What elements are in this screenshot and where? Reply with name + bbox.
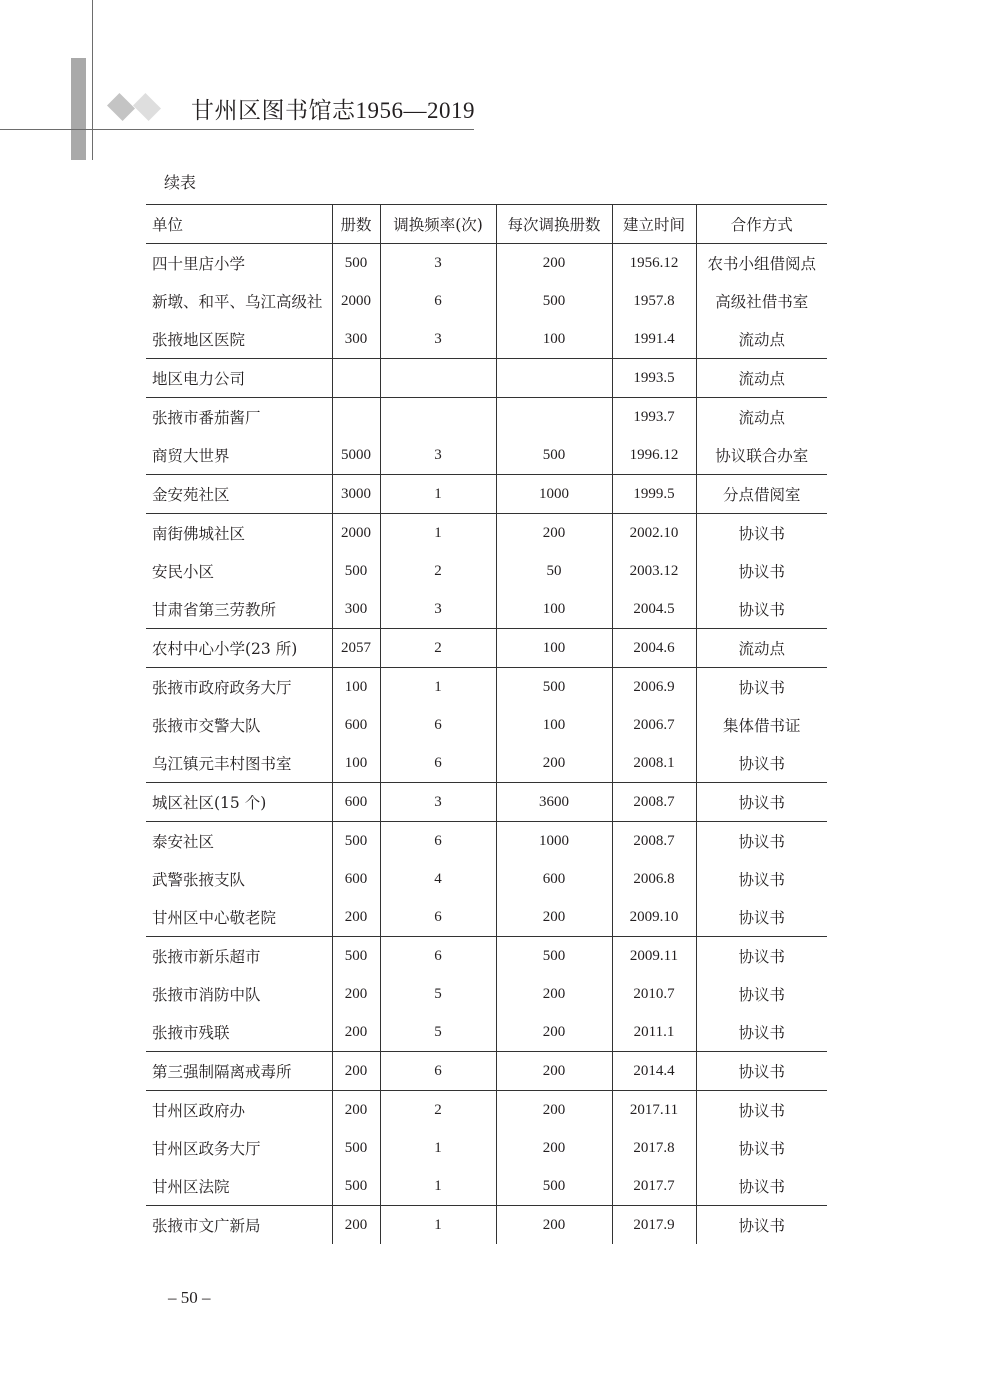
cell-unit: 地区电力公司 xyxy=(152,370,246,388)
cell-per-exchange: 200 xyxy=(496,1091,612,1130)
cell-per-exchange: 100 xyxy=(496,706,612,744)
cell-unit: 张掖市番茄酱厂 xyxy=(152,409,261,427)
cell-date: 2002.10 xyxy=(612,514,696,553)
cell-frequency: 6 xyxy=(380,282,496,320)
cell-mode: 高级社借书室 xyxy=(696,282,827,320)
cell-mode: 协议书 xyxy=(696,744,827,783)
cell-unit: 张掖市残联 xyxy=(152,1024,230,1042)
book-title-cn: 甘州区图书馆志 xyxy=(191,98,356,124)
cell-per-exchange: 200 xyxy=(496,1129,612,1167)
cell-count: 2000 xyxy=(332,514,380,553)
cell-unit: 四十里店小学 xyxy=(152,255,246,273)
cell-unit: 城区社区(15 个) xyxy=(152,794,267,812)
table-row xyxy=(146,1167,827,1206)
cell-mode: 协议书 xyxy=(696,898,827,937)
cell-unit: 张掖市消防中队 xyxy=(152,986,261,1004)
cell-mode: 协议书 xyxy=(696,514,827,553)
cell-frequency: 6 xyxy=(380,898,496,937)
cell-per-exchange: 200 xyxy=(496,244,612,283)
cell-mode: 协议书 xyxy=(696,1052,827,1091)
table-row xyxy=(146,629,827,668)
table-row xyxy=(146,706,827,744)
cell-mode: 流动点 xyxy=(696,629,827,668)
cell-count: 2000 xyxy=(332,282,380,320)
table-header-row xyxy=(146,205,827,244)
cell-per-exchange: 50 xyxy=(496,552,612,590)
cell-per-exchange: 200 xyxy=(496,1052,612,1091)
column-header-date: 建立时间 xyxy=(612,205,696,244)
cell-frequency: 4 xyxy=(380,860,496,898)
cell-date: 2009.10 xyxy=(612,898,696,937)
cell-date: 2003.12 xyxy=(612,552,696,590)
cell-date: 2006.7 xyxy=(612,706,696,744)
cell-per-exchange: 500 xyxy=(496,282,612,320)
cell-unit: 武警张掖支队 xyxy=(152,871,246,889)
table-row xyxy=(146,937,827,976)
table-row xyxy=(146,1091,827,1130)
cell-mode: 协议书 xyxy=(696,937,827,976)
table-row xyxy=(146,1206,827,1245)
cell-mode: 协议书 xyxy=(696,1206,827,1245)
cell-per-exchange: 100 xyxy=(496,629,612,668)
cell-date: 1993.7 xyxy=(612,398,696,437)
cell-mode: 流动点 xyxy=(696,320,827,359)
cell-mode: 协议书 xyxy=(696,975,827,1013)
cell-unit: 张掖市新乐超市 xyxy=(152,948,261,966)
cell-date: 2004.6 xyxy=(612,629,696,668)
cell-unit: 第三强制隔离戒毒所 xyxy=(152,1063,292,1081)
cell-count: 200 xyxy=(332,1206,380,1245)
cell-per-exchange: 200 xyxy=(496,514,612,553)
page-number: – 50 – xyxy=(168,1288,211,1307)
header-vertical-rule xyxy=(92,0,93,160)
table-row xyxy=(146,436,827,475)
cell-frequency: 1 xyxy=(380,1206,496,1245)
cell-count xyxy=(332,359,380,398)
cell-date: 1993.5 xyxy=(612,359,696,398)
cell-unit: 商贸大世界 xyxy=(152,447,230,465)
column-header-per-exchange: 每次调换册数 xyxy=(496,205,612,244)
cell-unit: 甘州区法院 xyxy=(152,1178,230,1196)
cell-per-exchange: 3600 xyxy=(496,783,612,822)
cell-unit: 张掖市政府政务大厅 xyxy=(152,679,292,697)
cell-date: 2017.8 xyxy=(612,1129,696,1167)
cell-count: 300 xyxy=(332,320,380,359)
column-header-mode: 合作方式 xyxy=(696,205,827,244)
cell-mode: 流动点 xyxy=(696,359,827,398)
cell-count: 600 xyxy=(332,783,380,822)
cell-mode: 流动点 xyxy=(696,398,827,437)
cell-count: 500 xyxy=(332,937,380,976)
cell-date: 2006.9 xyxy=(612,668,696,707)
cell-per-exchange: 100 xyxy=(496,320,612,359)
cell-unit: 张掖市文广新局 xyxy=(152,1217,261,1235)
cell-mode: 协议联合办室 xyxy=(696,436,827,475)
cell-date: 1999.5 xyxy=(612,475,696,514)
cell-mode: 协议书 xyxy=(696,1091,827,1130)
cell-date: 2008.7 xyxy=(612,822,696,861)
cell-per-exchange: 200 xyxy=(496,1013,612,1052)
header-gray-bar xyxy=(71,58,86,160)
cell-unit: 南街佛城社区 xyxy=(152,525,246,543)
cell-date: 2011.1 xyxy=(612,1013,696,1052)
cell-mode: 协议书 xyxy=(696,1129,827,1167)
cell-frequency: 3 xyxy=(380,244,496,283)
cell-unit: 乌江镇元丰村图书室 xyxy=(152,755,292,773)
cell-frequency: 2 xyxy=(380,1091,496,1130)
cell-count: 3000 xyxy=(332,475,380,514)
cell-frequency: 1 xyxy=(380,475,496,514)
diamond-ornament-icon xyxy=(107,93,135,121)
cell-date: 2009.11 xyxy=(612,937,696,976)
table-row xyxy=(146,898,827,937)
cell-count: 500 xyxy=(332,1129,380,1167)
table-row xyxy=(146,282,827,320)
table-row xyxy=(146,1013,827,1052)
cell-frequency: 3 xyxy=(380,590,496,629)
table-row xyxy=(146,860,827,898)
cell-count: 200 xyxy=(332,1052,380,1091)
cell-count: 200 xyxy=(332,1091,380,1130)
cell-count: 200 xyxy=(332,898,380,937)
continued-table-label: 续表 xyxy=(164,173,197,192)
table-row xyxy=(146,320,827,359)
cell-per-exchange: 500 xyxy=(496,436,612,475)
table-row xyxy=(146,514,827,553)
cell-unit: 泰安社区 xyxy=(152,833,215,851)
cell-frequency: 1 xyxy=(380,1129,496,1167)
cell-mode: 协议书 xyxy=(696,1013,827,1052)
cell-mode: 协议书 xyxy=(696,668,827,707)
cell-unit: 甘州区中心敬老院 xyxy=(152,909,277,927)
cell-mode: 协议书 xyxy=(696,1167,827,1206)
book-title-years: 1956—2019 xyxy=(355,98,475,123)
cell-frequency: 3 xyxy=(380,783,496,822)
table-row xyxy=(146,359,827,398)
cell-mode: 协议书 xyxy=(696,590,827,629)
cell-date: 1996.12 xyxy=(612,436,696,475)
cell-unit: 甘肃省第三劳教所 xyxy=(152,601,277,619)
cell-count: 2057 xyxy=(332,629,380,668)
library-partners-table xyxy=(146,204,827,1244)
diamond-ornament-icon xyxy=(133,93,161,121)
cell-frequency xyxy=(380,359,496,398)
cell-date: 1956.12 xyxy=(612,244,696,283)
cell-per-exchange: 200 xyxy=(496,898,612,937)
cell-count: 500 xyxy=(332,552,380,590)
cell-count: 600 xyxy=(332,860,380,898)
cell-per-exchange: 100 xyxy=(496,590,612,629)
cell-frequency: 1 xyxy=(380,668,496,707)
cell-frequency: 2 xyxy=(380,629,496,668)
table-row xyxy=(146,783,827,822)
table-row xyxy=(146,1129,827,1167)
cell-count: 500 xyxy=(332,1167,380,1206)
cell-per-exchange xyxy=(496,398,612,437)
table-row xyxy=(146,1052,827,1091)
cell-count: 300 xyxy=(332,590,380,629)
cell-date: 2008.7 xyxy=(612,783,696,822)
cell-count: 200 xyxy=(332,975,380,1013)
cell-date: 2017.11 xyxy=(612,1091,696,1130)
table-row xyxy=(146,244,827,283)
header-horizontal-rule xyxy=(0,129,474,130)
cell-per-exchange: 1000 xyxy=(496,822,612,861)
cell-unit: 张掖地区医院 xyxy=(152,331,246,349)
cell-date: 2010.7 xyxy=(612,975,696,1013)
cell-mode: 协议书 xyxy=(696,552,827,590)
table-row xyxy=(146,744,827,783)
cell-count: 600 xyxy=(332,706,380,744)
cell-mode: 协议书 xyxy=(696,860,827,898)
cell-count: 500 xyxy=(332,244,380,283)
cell-frequency: 3 xyxy=(380,436,496,475)
cell-per-exchange: 500 xyxy=(496,1167,612,1206)
table-row xyxy=(146,590,827,629)
cell-date: 2017.9 xyxy=(612,1206,696,1245)
cell-count: 200 xyxy=(332,1013,380,1052)
cell-date: 2017.7 xyxy=(612,1167,696,1206)
cell-mode: 协议书 xyxy=(696,822,827,861)
cell-frequency xyxy=(380,398,496,437)
cell-unit: 新墩、和平、乌江高级社 xyxy=(152,293,323,311)
cell-date: 2014.4 xyxy=(612,1052,696,1091)
cell-per-exchange: 500 xyxy=(496,937,612,976)
cell-per-exchange xyxy=(496,359,612,398)
cell-frequency: 2 xyxy=(380,552,496,590)
cell-count: 100 xyxy=(332,744,380,783)
cell-per-exchange: 200 xyxy=(496,744,612,783)
cell-count: 100 xyxy=(332,668,380,707)
cell-frequency: 5 xyxy=(380,1013,496,1052)
table-row xyxy=(146,552,827,590)
cell-date: 1957.8 xyxy=(612,282,696,320)
table-row xyxy=(146,822,827,861)
cell-date: 2006.8 xyxy=(612,860,696,898)
cell-count: 5000 xyxy=(332,436,380,475)
cell-unit: 安民小区 xyxy=(152,563,215,581)
cell-count xyxy=(332,398,380,437)
cell-frequency: 6 xyxy=(380,706,496,744)
cell-frequency: 3 xyxy=(380,320,496,359)
cell-unit: 农村中心小学(23 所) xyxy=(152,640,298,658)
table-row xyxy=(146,398,827,437)
cell-unit: 甘州区政务大厅 xyxy=(152,1140,261,1158)
cell-frequency: 6 xyxy=(380,822,496,861)
column-header-count: 册数 xyxy=(332,205,380,244)
cell-per-exchange: 600 xyxy=(496,860,612,898)
table-row xyxy=(146,668,827,707)
cell-frequency: 6 xyxy=(380,744,496,783)
cell-mode: 协议书 xyxy=(696,783,827,822)
cell-frequency: 5 xyxy=(380,975,496,1013)
cell-date: 1991.4 xyxy=(612,320,696,359)
cell-date: 2004.5 xyxy=(612,590,696,629)
cell-unit: 金安苑社区 xyxy=(152,486,230,504)
cell-unit: 张掖市交警大队 xyxy=(152,717,261,735)
column-header-frequency: 调换频率(次) xyxy=(380,205,496,244)
cell-frequency: 1 xyxy=(380,514,496,553)
table-row xyxy=(146,975,827,1013)
table-row xyxy=(146,475,827,514)
cell-unit: 甘州区政府办 xyxy=(152,1102,246,1120)
cell-mode: 农书小组借阅点 xyxy=(696,244,827,283)
cell-per-exchange: 1000 xyxy=(496,475,612,514)
cell-count: 500 xyxy=(332,822,380,861)
book-title xyxy=(191,92,475,125)
cell-date: 2008.1 xyxy=(612,744,696,783)
cell-per-exchange: 200 xyxy=(496,1206,612,1245)
cell-frequency: 6 xyxy=(380,937,496,976)
cell-mode: 集体借书证 xyxy=(696,706,827,744)
cell-frequency: 6 xyxy=(380,1052,496,1091)
cell-per-exchange: 500 xyxy=(496,668,612,707)
cell-per-exchange: 200 xyxy=(496,975,612,1013)
column-header-unit: 单位 xyxy=(152,216,184,234)
cell-mode: 分点借阅室 xyxy=(696,475,827,514)
cell-frequency: 1 xyxy=(380,1167,496,1206)
